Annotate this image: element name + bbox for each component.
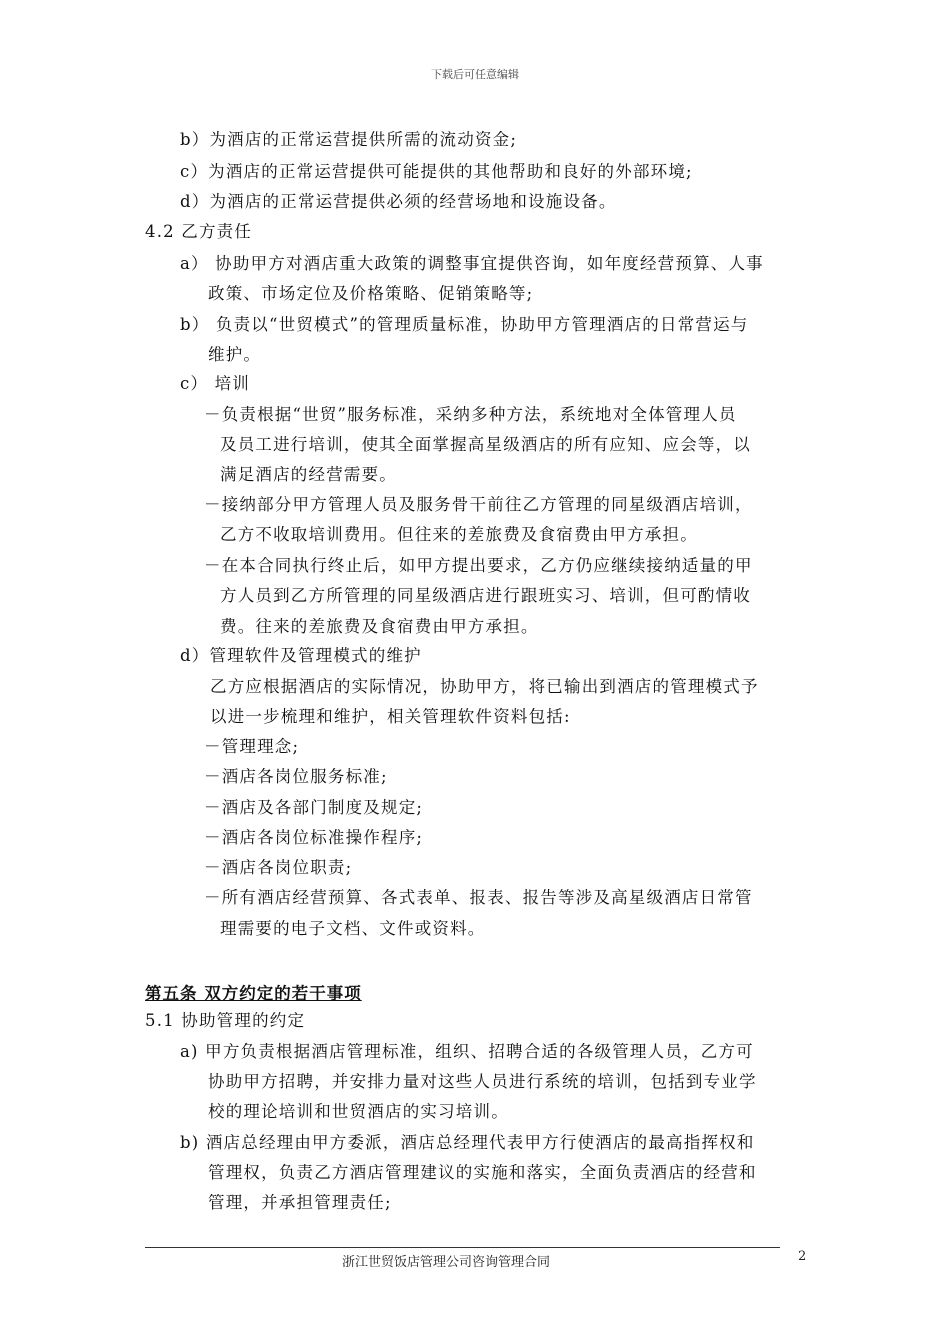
footer-title: 浙江世贸饭店管理公司咨询管理合同	[342, 1255, 551, 1270]
paragraph-line: d）为酒店的正常运营提供必须的经营场地和设施设备。	[180, 192, 617, 211]
subsection-heading: 5.1 协助管理的约定	[145, 1011, 306, 1030]
paragraph-line: －在本合同执行终止后，如甲方提出要求，乙方仍应继续接纳适量的甲	[204, 556, 753, 575]
paragraph-line: b） 负责以“世贸模式”的管理质量标准，协助甲方管理酒店的日常营运与	[180, 315, 749, 334]
paragraph-line: 乙方应根据酒店的实际情况，协助甲方，将已输出到酒店的管理模式予	[210, 677, 759, 696]
paragraph-line: 管理权，负责乙方酒店管理建议的实施和落实，全面负责酒店的经营和	[208, 1163, 757, 1182]
paragraph-line: 费。往来的差旅费及食宿费由甲方承担。	[220, 617, 539, 636]
list-item: －酒店及各部门制度及规定;	[204, 798, 424, 817]
subsection-heading: 4.2 乙方责任	[145, 222, 253, 241]
paragraph-line: 维护。	[208, 345, 262, 364]
paragraph-line: b）为酒店的正常运营提供所需的流动资金;	[180, 130, 518, 149]
paragraph-line: －接纳部分甲方管理人员及服务骨干前往乙方管理的同星级酒店培训，	[204, 495, 753, 514]
paragraph-line: 理需要的电子文档、文件或资料。	[220, 919, 486, 938]
list-item: －所有酒店经营预算、各式表单、报表、报告等涉及高星级酒店日常管	[204, 888, 753, 907]
list-item: －管理理念;	[204, 737, 300, 756]
paragraph-line: 以进一步梳理和维护，相关管理软件资料包括:	[210, 707, 571, 726]
paragraph-line: 及员工进行培训，使其全面掌握高星级酒店的所有应知、应会等，以	[220, 435, 751, 454]
section-heading: 第五条 双方约定的若干事项	[145, 984, 362, 1003]
paragraph-line: －负责根据“世贸”服务标准，采纳多种方法，系统地对全体管理人员	[204, 405, 737, 424]
paragraph-line: d）管理软件及管理模式的维护	[180, 646, 422, 665]
paragraph-line: b) 酒店总经理由甲方委派，酒店总经理代表甲方行使酒店的最高指挥权和	[180, 1133, 755, 1152]
paragraph-line: a) 甲方负责根据酒店管理标准，组织、招聘合适的各级管理人员，乙方可	[180, 1042, 754, 1061]
paragraph-line: 乙方不收取培训费用。但往来的差旅费及食宿费由甲方承担。	[220, 525, 698, 544]
paragraph-line: c）为酒店的正常运营提供可能提供的其他帮助和良好的外部环境;	[180, 162, 693, 181]
list-item: －酒店各岗位职责;	[204, 858, 353, 877]
paragraph-line: a） 协助甲方对酒店重大政策的调整事宜提供咨询，如年度经营预算、人事	[180, 254, 764, 273]
paragraph-line: c） 培训	[180, 374, 250, 393]
list-item: －酒店各岗位服务标准;	[204, 767, 388, 786]
paragraph-line: 政策、市场定位及价格策略、促销策略等;	[208, 284, 534, 303]
page-header-note: 下载后可任意编辑	[431, 68, 519, 81]
paragraph-line: 方人员到乙方所管理的同星级酒店进行跟班实习、培训，但可酌情收	[220, 586, 751, 605]
paragraph-line: 管理，并承担管理责任;	[208, 1193, 392, 1212]
list-item: －酒店各岗位标准操作程序;	[204, 828, 424, 847]
footer-divider	[145, 1247, 780, 1248]
paragraph-line: 满足酒店的经营需要。	[220, 465, 397, 484]
page-number: 2	[798, 1249, 807, 1264]
paragraph-line: 协助甲方招聘，并安排力量对这些人员进行系统的培训，包括到专业学	[208, 1072, 757, 1091]
paragraph-line: 校的理论培训和世贸酒店的实习培训。	[208, 1102, 509, 1121]
